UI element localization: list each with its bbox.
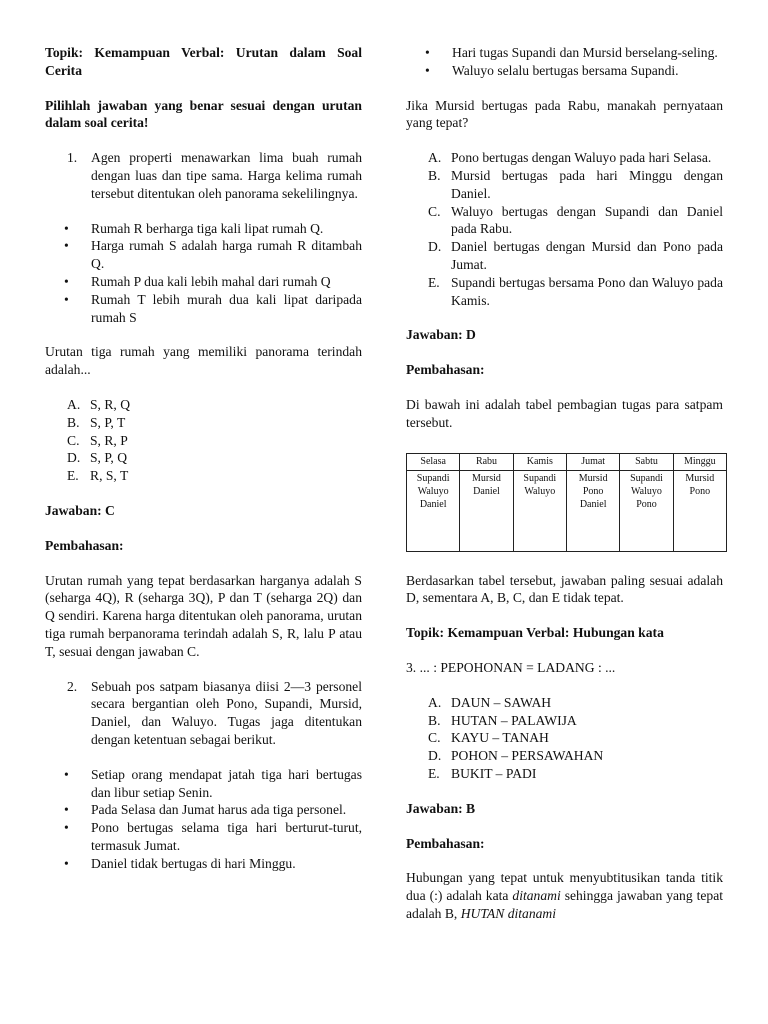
option-e: E. BUKIT – PADI — [428, 765, 537, 781]
discussion-text: Urutan rumah yang tepat berdasarkan harganya adalah S (seharga 4Q), R (seharga 3Q), P dan T (seharga 2Q) dan Q sendiri. Karena harga ditentukan oleh panorama, urutan tiga rumah berpanorama terindah adalah S, R, lalu P atau T, sesuai dengan jawaban C. — [45, 572, 362, 659]
option-c: C. KAYU – TANAH — [428, 730, 549, 746]
option-b: B. HUTAN – PALAWIJA — [428, 712, 577, 728]
table-row — [407, 470, 727, 551]
answer-label: Jawaban: D — [406, 327, 476, 343]
topic-heading: Topik: Kemampuan Verbal: Hubungan kata — [406, 625, 664, 641]
table-header-cell: Selasa — [407, 453, 460, 470]
answer-label: Jawaban: B — [406, 800, 476, 816]
option-e: E. Supandi bertugas bersama Pono dan Waluyo pada Kamis. — [428, 274, 723, 308]
question-1-options — [45, 396, 362, 485]
question-prompt: Urutan tiga rumah yang memiliki panorama terindah adalah... — [45, 344, 362, 378]
question-2 — [45, 678, 362, 749]
option-a: A. DAUN – SAWAH — [428, 694, 552, 710]
table-header-row — [407, 453, 727, 470]
question-number: 1. — [67, 150, 78, 166]
table-header-cell: Minggu — [673, 453, 726, 470]
duty-schedule-table — [406, 453, 727, 552]
table-header-cell: Jumat — [566, 453, 619, 470]
list-item: • Rumah R berharga tiga kali lipat rumah Q. — [45, 220, 362, 238]
table-cell: Mursid Pono Daniel — [566, 470, 619, 551]
table-header-cell: Rabu — [460, 453, 513, 470]
question-3-options — [406, 694, 723, 783]
list-item: • Harga rumah S adalah harga rumah R ditambah Q. — [45, 237, 362, 273]
discussion-heading: Pembahasan: — [406, 362, 485, 378]
list-item: • Pada Selasa dan Jumat harus ada tiga personel. — [45, 801, 362, 819]
list-item: • Pono bertugas selama tiga hari berturut-turut, termasuk Jumat. — [45, 819, 362, 855]
option-d: D. POHON – PERSAWAHAN — [428, 748, 604, 764]
list-item: • Rumah T lebih murah dua kali lipat daripada rumah S — [45, 291, 362, 327]
question-1-conditions — [45, 220, 362, 327]
list-item: • Daniel tidak bertugas di hari Minggu. — [45, 855, 362, 873]
option-b: B. S, P, T — [67, 414, 126, 430]
left-column — [45, 44, 362, 872]
discussion-heading: Pembahasan: — [406, 835, 485, 851]
question-2-conditions — [45, 766, 362, 873]
table-cell: Supandi Waluyo — [513, 470, 566, 551]
right-column — [406, 44, 723, 923]
table-intro-text: Di bawah ini adalah tabel pembagian tugas para satpam tersebut. — [406, 396, 723, 430]
table-header-cell: Kamis — [513, 453, 566, 470]
table-cell: Supandi Waluyo Pono — [620, 470, 673, 551]
question-number: 2. — [67, 678, 78, 694]
option-d: D. S, P, Q — [67, 450, 128, 466]
list-item: • Hari tugas Supandi dan Mursid berselang-seling. — [406, 44, 723, 62]
option-d: D. Daniel bertugas dengan Mursid dan Pono pada Jumat. — [428, 239, 723, 272]
question-2-options — [406, 149, 723, 309]
list-item: • Waluyo selalu bertugas bersama Supandi. — [406, 62, 723, 80]
table-header-cell: Sabtu — [620, 453, 673, 470]
question-2-conditions-continued — [406, 44, 723, 80]
option-c: C. Waluyo bertugas dengan Supandi dan Daniel pada Rabu. — [428, 203, 723, 237]
question-prompt: Jika Mursid bertugas pada Rabu, manakah pernyataan yang tepat? — [406, 97, 723, 131]
discussion-heading: Pembahasan: — [45, 537, 124, 553]
topic-heading: Topik: Kemampuan Verbal: Urutan dalam Soal Cerita — [45, 45, 362, 78]
question-1 — [45, 149, 362, 202]
option-b: B. Mursid bertugas pada hari Minggu dengan Daniel. — [428, 167, 723, 201]
option-c: C. S, R, P — [67, 432, 128, 448]
option-e: E. R, S, T — [67, 468, 129, 484]
question-text: Agen properti menawarkan lima buah rumah dengan luas dan tipe sama. Harga kelima rumah tersebut ditentukan oleh panorama sekelilingnya. — [91, 150, 362, 201]
instruction-text: Pilihlah jawaban yang benar sesuai dengan urutan dalam soal cerita! — [45, 97, 362, 131]
table-conclusion-text: Berdasarkan tabel tersebut, jawaban paling sesuai adalah D, sementara A, B, C, dan E tidak tepat. — [406, 572, 723, 606]
table-cell: Mursid Daniel — [460, 470, 513, 551]
option-a: A. S, R, Q — [67, 396, 131, 412]
table-cell: Mursid Pono — [673, 470, 726, 551]
question-3-text: 3. ... : PEPOHONAN = LADANG : ... — [406, 659, 616, 675]
answer-label: Jawaban: C — [45, 502, 115, 518]
list-item: • Setiap orang mendapat jatah tiga hari bertugas dan libur setiap Senin. — [45, 766, 362, 802]
option-a: A. Pono bertugas dengan Waluyo pada hari Selasa. — [428, 150, 712, 166]
question-text: Sebuah pos satpam biasanya diisi 2—3 personel secara bergantian oleh Pono, Supandi, Mursid, Daniel, dan Waluyo. Tugas jaga ditentukan dengan ketentuan sebagai berikut. — [91, 678, 362, 747]
list-item: • Rumah P dua kali lebih mahal dari rumah Q — [45, 273, 362, 291]
discussion-text: Hubungan yang tepat untuk menyubtitusikan tanda titik dua (:) adalah kata ditanami sehingga jawaban yang tepat adalah B, HUTAN ditanami — [406, 870, 723, 921]
table-cell: Supandi Waluyo Daniel — [407, 470, 460, 551]
